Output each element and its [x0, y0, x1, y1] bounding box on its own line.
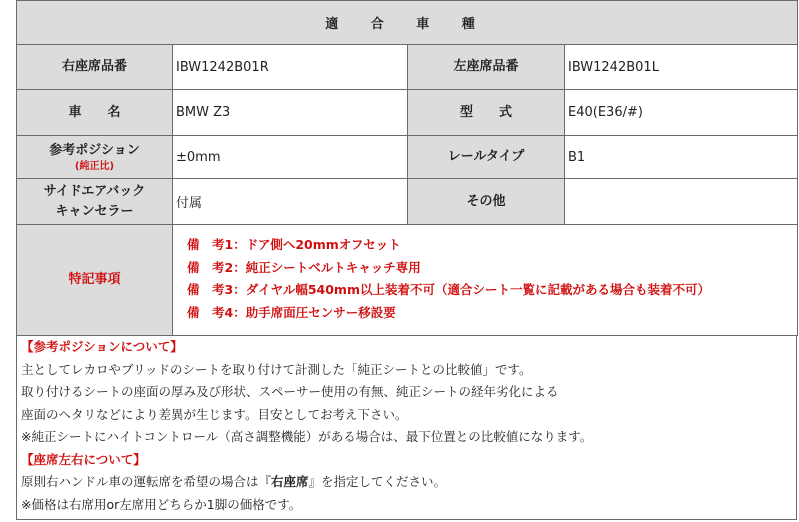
info-section [16, 336, 797, 520]
compatibility-table [16, 0, 798, 336]
airbag-canceller-value: 付属 [173, 179, 408, 225]
position-info-line-3: 座面のヘタリなどにより差異が生じます。目安としてお考え下さい。 [21, 406, 408, 422]
airbag-label-line-1: サイドエアバック [43, 183, 146, 199]
left-seat-part-number: IBW1242B01L [565, 45, 798, 90]
other-value [565, 179, 798, 225]
reference-position-subnote: (純正比) [74, 161, 115, 172]
seat-side-instruction [17, 471, 796, 494]
seat-side-heading: 【座席左右について】 [21, 451, 146, 467]
special-notes-title: 特記事項 [68, 272, 121, 287]
airbag-label-line-2: キャンセラー [55, 203, 134, 219]
reference-position-value: ±0mm [173, 136, 408, 179]
special-note-1: 備 考1：ドア側へ20mmオフセット [187, 237, 401, 252]
special-note-3: 備 考3：ダイヤル幅540mm以上装着不可（適合シート一覧に記載がある場合も装着不可） [187, 282, 710, 297]
right-seat-part-label: 右座席品番 [17, 45, 173, 90]
model-code-value: E40(E36/#) [565, 90, 798, 136]
rail-type-value: B1 [565, 136, 798, 179]
airbag-canceller-label [17, 179, 173, 225]
seat-side-text-bold: 右座席 [271, 474, 309, 489]
left-seat-part-label: 左座席品番 [408, 45, 565, 90]
car-name-value: BMW Z3 [173, 90, 408, 136]
position-info-line-2: 取り付けるシートの座面の厚み及び形状、スペーサー使用の有無、純正シートの経年劣化による [21, 384, 559, 399]
other-label: その他 [408, 179, 565, 225]
right-seat-part-number: IBW1242B01R [173, 45, 408, 90]
reference-position-label [17, 136, 173, 179]
special-notes-list [173, 225, 798, 336]
price-note: ※価格は右席用or左席用どちらか1脚の価格です。 [21, 496, 302, 512]
position-info-heading: 【参考ポジションについて】 [21, 339, 183, 354]
special-note-2: 備 考2：純正シートベルトキャッチ専用 [187, 259, 421, 275]
reference-position-title: 参考ポジション [49, 143, 140, 158]
seat-side-text-pre: 原則右ハンドル車の運転席を希望の場合は『 [21, 474, 272, 489]
model-code-label: 型 式 [408, 90, 565, 136]
seat-side-text-post: 』を指定してください。 [308, 474, 447, 489]
position-info-line-1: 主としてレカロやブリッドのシートを取り付けて計測した「純正シートとの比較値」です。 [21, 361, 532, 377]
table-title: 適 合 車 種 [17, 1, 798, 45]
rail-type-label: レールタイプ [408, 136, 565, 179]
position-info-line-4: ※純正シートにハイトコントロール（高さ調整機能）がある場合は、最下位置との比較値になります。 [21, 429, 593, 444]
special-notes-label [17, 225, 173, 336]
car-name-label: 車 名 [17, 90, 173, 136]
special-note-4: 備 考4：助手席面圧センサー移設要 [187, 304, 396, 320]
